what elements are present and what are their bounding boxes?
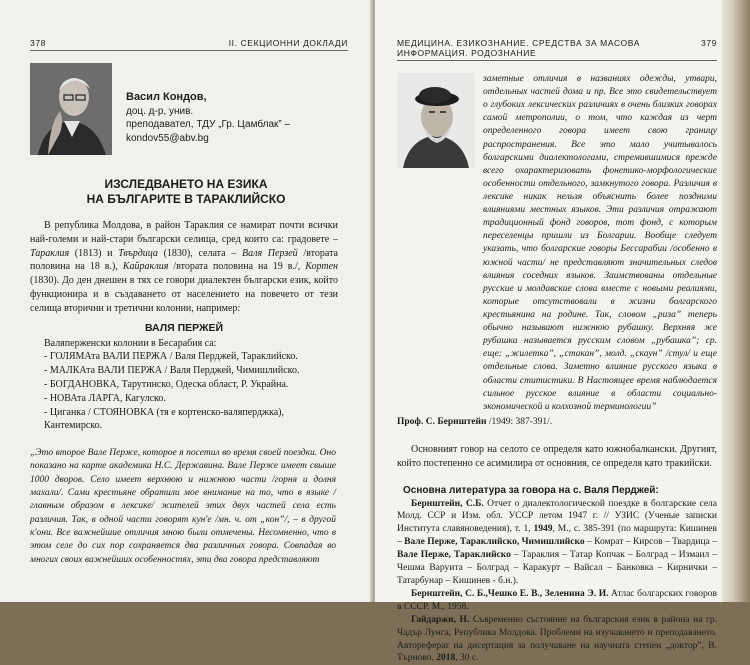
signature: Проф. С. Бернштейн (397, 416, 487, 427)
left-page-number: 378 (30, 38, 46, 48)
literature-item: Бернштейн, С.Б. Отчет о диалектологической поездке в болгарские села Молд. ССР и Изм. обл. УССР летом 1947 г. // УЗИС (Ученые записки Института славяноведения), т. 1, 1949, М., с. 385-391 (по маршрута: Кишинев – Вале Перже, Тараклийско, Чимишлийско – Комрат – Кирсов – Твардица – Вале Перже, Тараклийско – Тараклия – Татар Копчак – Болград – Измаил – Чешма Варуита – Болград – Каракурт – Вайсал – Банковка – Кирнички – Татарбунар – Кишинев - б.н.). (397, 498, 718, 586)
colonies-intro: Валяперженски колонии в Бесарабия са: (44, 337, 217, 349)
bernstein-quote-start: „Это второе Вале Перже, которое я посетил во время своей поездки. Оно показано на карте академика Н.С. Державина. Вале Перже имеет свыше 1000 дворов. Село имеет верхнюю и нижнюю части /горня и долня махали/. Сами крестьяне обратили мое внимание на то, что в языке /главным образом в лексике/ жителей этих двух частей села есть различия. Так, в одной части говорят кун'е /мн. ч. от „кон”/, – в другой к'они. Все важнейшие отличия мною были отмечены. Несомненно, что в этом селе до сих пор сохраняется два различных говора. Совпадая во многих своих важнейших особенностях, эти два говора представляют (30, 448, 336, 565)
signature-ref: /1949: 387-391/. (486, 416, 553, 427)
list-item: - Циганка / СТОЯНОВКА (тя е кортенско-валяперджка), Кантемирско. (44, 406, 284, 432)
author-portrait (30, 63, 112, 155)
literature-heading: Основна литература за говора на с. Валя Перджей: (403, 484, 659, 496)
page-edges (722, 0, 750, 602)
intro-paragraph: В република Молдова, в район Тараклия се намират почти всички най-големи и най-стари български селища, сред които са: градовете – Тараклия (1813) и Твърдица (1830), селата – Валя Перзей /втората половина на 18 в.), Кайраклия /втората половина на 19 в./, Кортен (1830). До ден днешен в тях се говори диалектен български език, който функционира и в създаването от населението на повечето от тези селища вторични и третични колонии, например: (30, 220, 339, 314)
right-running-head (397, 38, 717, 61)
colonies-list (30, 337, 366, 434)
quote-signature (397, 416, 725, 429)
section-heading: ВАЛЯ ПЕРЖЕЙ (144, 321, 224, 334)
bernstein-quote-continued: заметные отличия в названиях одежды, утвари, отдельных частей дома и пр. Все это свидетельствует о глубоких лексических различиях в очень близких говорах самой метрополии, о том, что каждая из черт определенного говора имеет свою границу распространения. Все это мало учитывалось болгарскими диалектологами, стремившимися прежде всего охарактеризовать фонетико-морфологические особенности отдельного, замкнутого говора. Различия в лексике никак нельзя объяснить более поздними влияниями местных языков. Эти различия отражают традиционный фонд говоров, тот фонд, с которым переселенцы пришли из Болгарии. Вообще следует указать, что болгарские говоры Бессарабии /особенно в южной части/ не представляют значительных следов влияния соседних языков. Заимствованы отдельные русские и молдавские слова вместе с новыми реалиями, которые отсутствовали в жизни болгарского крестьянина на родине. Так, словом „риза” теперь обычно называют нижнюю рубашку. Верхняя же рубашка называется русским словом „рубашка”; ср. еще: „жилетка”, „стакан”, молд. „скаун” /стул/ и еще отдельные слова. Заметно влияние русского языка в области ститистики. В Настоящее время наблюдается сильное русское влияние в области социально-экономической и колхозной терминологии” (483, 74, 717, 412)
author-info (126, 90, 290, 145)
author-email: kondov55@abv.bg (126, 132, 209, 144)
list-item: - МАЛКАта ВАЛИ ПЕРЖА / Валя Перджей, Чимишлийско. (44, 365, 300, 377)
right-top (397, 73, 725, 414)
right-section-title: МЕДИЦИНА. ЕЗИКОЗНАНИЕ. СРЕДСТВА ЗА МАСОВА ИНФОРМАЦИЯ. РОДОЗНАНИЕ (397, 38, 640, 58)
bernstein-portrait (397, 73, 475, 168)
left-running-head (30, 38, 348, 51)
article-title: ИЗСЛЕДВАНЕТО НА ЕЗИКА НА БЪЛГАРИТЕ В ТАРАКЛИЙСКО (86, 177, 286, 206)
left-section-title: II. СЕКЦИОННИ ДОКЛАДИ (228, 38, 348, 48)
list-item: - ГОЛЯМАта ВАЛИ ПЕРЖА / Валя Перджей, Тараклийско. (44, 351, 298, 363)
list-item: - БОГДАНОВКА, Тарутинско, Одеска област, Р. Украйна. (44, 378, 289, 390)
right-page (375, 0, 725, 664)
dialect-paragraph: Основният говор на селото се определя като южнобалкански. Другият, който постепенно се асимилира от основния, се определя като тракийски. (397, 443, 717, 469)
author-rank: доц. д-р, унив. (126, 105, 194, 117)
list-item: - НОВАта ЛАРГА, Кагулско. (44, 392, 166, 404)
left-page (0, 0, 372, 602)
author-position: преподавател, ТДУ „Гр. Цамблак” – (126, 119, 291, 131)
literature-item: Бернштейн, С. Б.,Чешко Е. В., Зеленина Э. И. Атлас болгарских говоров в СССР. М., 1958. (397, 588, 717, 612)
literature-item: Гайдаржи, Н. Съвременно състояние на българския език в района на гр. Чадър Лунга, Република Молдова. Проблеми на изучаването и преподаването. Автореферат на дисертация за получаване на научната степен „доктор”, В. Търново. 2018, 30 с. (397, 614, 718, 664)
right-page-number: 379 (701, 38, 717, 48)
author-name: Васил Кондов, (126, 91, 207, 103)
author-block (30, 63, 366, 155)
